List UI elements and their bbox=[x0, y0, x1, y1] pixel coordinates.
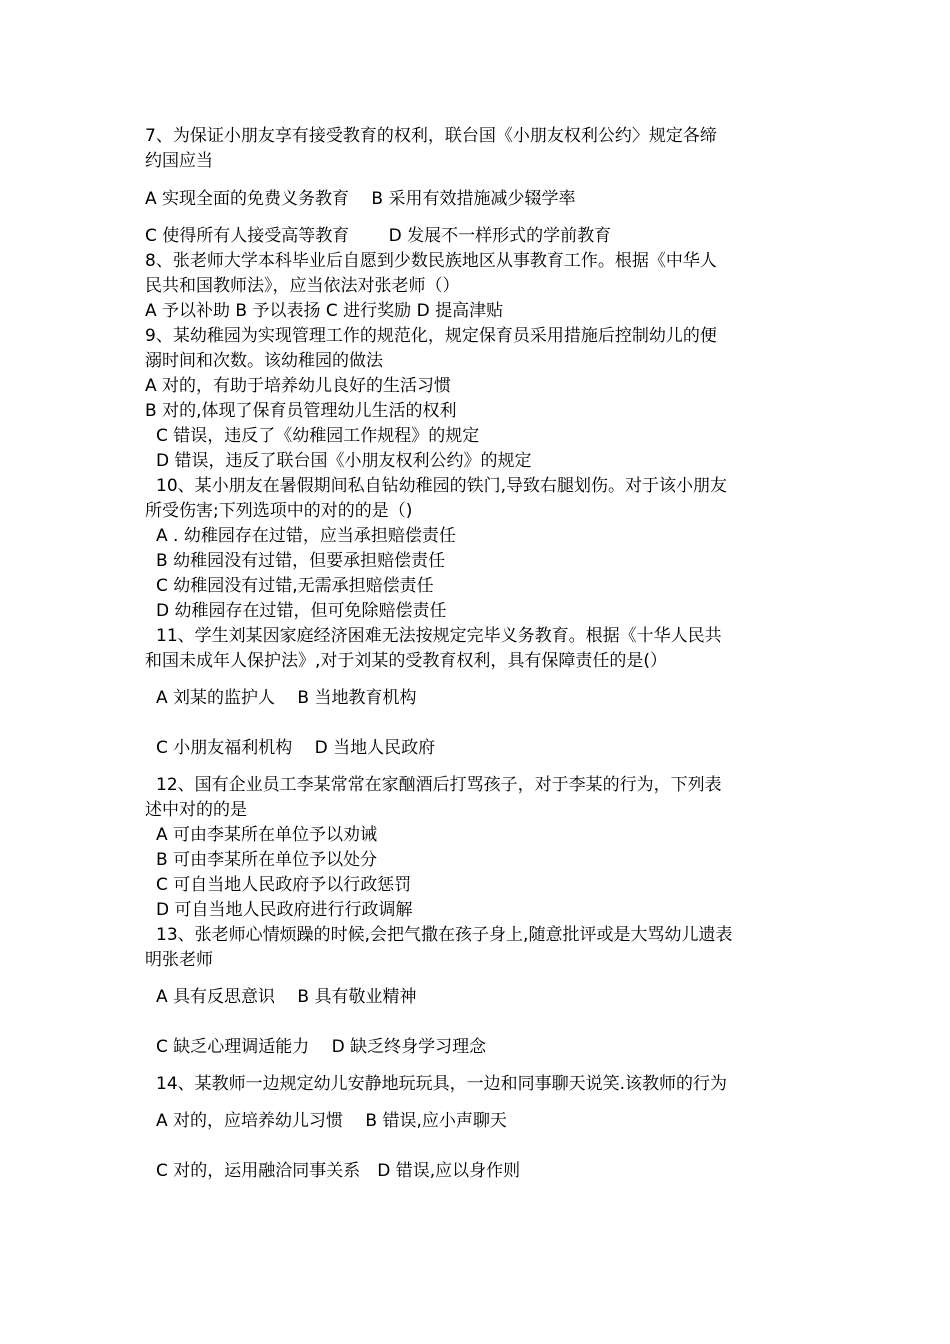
question-12-option-b: B 可由李某所在单位予以处分 bbox=[156, 850, 378, 870]
question-14-options-ab: A 对的，应培养幼儿习惯 B 错误,应小声聊天 bbox=[156, 1111, 507, 1131]
question-8-line-2: 民共和国教师法》，应当依法对张老师（） bbox=[145, 276, 460, 296]
question-12-option-c: C 可自当地人民政府予以行政惩罚 bbox=[156, 875, 412, 895]
question-11-options-ab: A 刘某的监护人 B 当地教育机构 bbox=[156, 688, 417, 708]
question-12-line-2: 述中对的的是 bbox=[145, 800, 247, 820]
question-13-line-2: 明张老师 bbox=[145, 950, 213, 970]
question-8-line-1: 8、张老师大学本科毕业后自愿到少数民族地区从事教育工作。根据《中华人 bbox=[145, 251, 717, 271]
question-14-line-1: 14、某教师一边规定幼儿安静地玩玩具，一边和同事聊天说笑.该教师的行为 bbox=[156, 1074, 728, 1094]
question-11-options-cd: C 小朋友福利机构 D 当地人民政府 bbox=[156, 738, 436, 758]
question-7-options-cd: C 使得所有人接受高等教育 D 发展不一样形式的学前教育 bbox=[145, 226, 612, 246]
question-13-options-ab: A 具有反思意识 B 具有敬业精神 bbox=[156, 987, 417, 1007]
question-13-line-1: 13、张老师心情烦躁的时候,会把气撒在孩子身上,随意批评或是大骂幼儿遗表 bbox=[156, 925, 733, 945]
question-12-option-d: D 可自当地人民政府进行行政调解 bbox=[156, 900, 413, 920]
question-10-line-2: 所受伤害;下列选项中的对的的是（) bbox=[145, 501, 413, 521]
question-12-option-a: A 可由李某所在单位予以劝诫 bbox=[156, 825, 378, 845]
question-10-option-a: A . 幼稚园存在过错，应当承担赔偿责任 bbox=[156, 526, 456, 546]
question-9-option-a: A 对的，有助于培养幼儿良好的生活习惯 bbox=[145, 376, 452, 396]
question-12-line-1: 12、国有企业员工李某常常在家酗酒后打骂孩子，对于李某的行为，下列表 bbox=[156, 775, 722, 795]
question-9-line-2: 溺时间和次数。该幼稚园的做法 bbox=[145, 351, 383, 371]
question-14-options-cd: C 对的，运用融洽同事关系 D 错误,应以身作则 bbox=[156, 1161, 521, 1181]
question-10-option-b: B 幼稚园没有过错，但要承担赔偿责任 bbox=[156, 551, 446, 571]
question-9-line-1: 9、某幼稚园为实现管理工作的规范化，规定保育员采用措施后控制幼儿的便 bbox=[145, 326, 717, 346]
question-8-options: A 予以补助 B 予以表扬 C 进行奖励 D 提高津贴 bbox=[145, 301, 504, 321]
question-7-options-ab: A 实现全面的免费义务教育 B 采用有效措施减少辍学率 bbox=[145, 189, 576, 209]
question-9-option-c: C 错误，违反了《幼稚园工作规程》的规定 bbox=[156, 426, 480, 446]
question-10-option-c: C 幼稚园没有过错,无需承担赔偿责任 bbox=[156, 576, 434, 596]
question-7-line-2: 约国应当 bbox=[145, 151, 213, 171]
question-11-line-1: 11、学生刘某因家庭经济困难无法按规定完毕义务教育。根据《十华人民共 bbox=[156, 626, 722, 646]
question-10-option-d: D 幼稚园存在过错，但可免除赔偿责任 bbox=[156, 601, 447, 621]
question-9-option-d: D 错误，违反了联台国《小朋友权利公约》的规定 bbox=[156, 451, 532, 471]
question-9-option-b: B 对的,体现了保育员管理幼儿生活的权利 bbox=[145, 401, 457, 421]
question-11-line-2: 和国未成年人保护法》,对于刘某的受教育权利，具有保障责任的是(） bbox=[145, 651, 668, 671]
question-7-line-1: 7、为保证小朋友享有接受教育的权利，联台国《小朋友权利公约〉规定各缔 bbox=[145, 126, 717, 146]
question-13-options-cd: C 缺乏心理调适能力 D 缺乏终身学习理念 bbox=[156, 1037, 487, 1057]
question-10-line-1: 10、某小朋友在暑假期间私自钻幼稚园的铁门,导致右腿划伤。对于该小朋友 bbox=[156, 476, 728, 496]
